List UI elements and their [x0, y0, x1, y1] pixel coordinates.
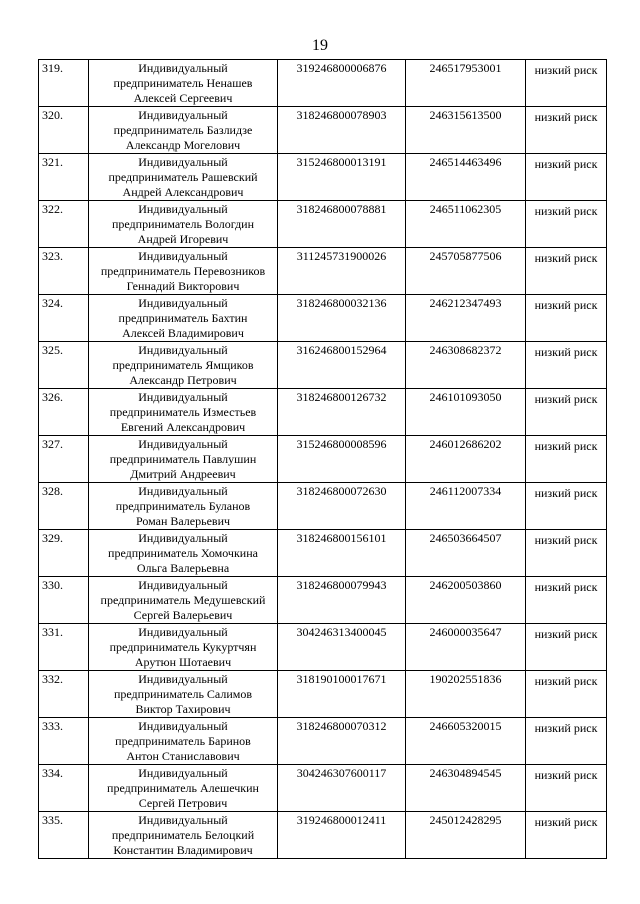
entrepreneur-name-line: Андрей Александрович	[122, 185, 244, 199]
entrepreneur-name-line: предприниматель Белоцкий	[111, 828, 255, 842]
row-number-cell: 323.	[39, 248, 89, 295]
entrepreneur-name-line: Сергей Петрович	[138, 796, 228, 810]
risk-category-cell: низкий риск	[526, 765, 607, 812]
table-row	[39, 154, 607, 201]
row-number-cell: 327.	[39, 436, 89, 483]
entrepreneur-name-line: Ольга Валерьевна	[136, 561, 230, 575]
ogrnip-cell: 318246800126732	[278, 389, 406, 436]
risk-category-cell: низкий риск	[526, 577, 607, 624]
row-number-cell: 334.	[39, 765, 89, 812]
risk-category-cell: низкий риск	[526, 812, 607, 859]
entrepreneur-name-line: предприниматель Хомочкина	[108, 546, 258, 560]
ogrnip-cell: 311245731900026	[278, 248, 406, 295]
entrepreneur-name-line: Индивидуальный	[138, 108, 228, 122]
risk-category-cell: низкий риск	[526, 530, 607, 577]
entrepreneur-name-line: Индивидуальный	[138, 531, 228, 545]
row-number-cell: 333.	[39, 718, 89, 765]
inn-cell: 245012428295	[406, 812, 526, 859]
entrepreneur-name-cell	[89, 436, 278, 483]
row-number-cell: 322.	[39, 201, 89, 248]
table-row	[39, 671, 607, 718]
table-row	[39, 765, 607, 812]
inn-cell: 246200503860	[406, 577, 526, 624]
row-number-cell: 324.	[39, 295, 89, 342]
entrepreneur-name-line: предприниматель Перевозников	[100, 264, 266, 278]
entrepreneur-name-cell	[89, 107, 278, 154]
entrepreneur-name-cell	[89, 248, 278, 295]
row-number-cell: 329.	[39, 530, 89, 577]
row-number-cell: 332.	[39, 671, 89, 718]
ogrnip-cell: 318190100017671	[278, 671, 406, 718]
entrepreneur-name-line: Индивидуальный	[138, 766, 228, 780]
entrepreneur-name-line: предприниматель Бахтин	[118, 311, 248, 325]
entrepreneur-name-line: предприниматель Кукуртчян	[109, 640, 257, 654]
entrepreneur-name-cell	[89, 295, 278, 342]
entrepreneur-name-cell	[89, 154, 278, 201]
entrepreneur-name-line: Александр Могелович	[125, 138, 241, 152]
entrepreneur-name-line: предприниматель Медушевский	[100, 593, 266, 607]
ogrnip-cell: 315246800013191	[278, 154, 406, 201]
inn-cell: 246517953001	[406, 60, 526, 107]
entrepreneur-name-line: предприниматель Рашевский	[108, 170, 258, 184]
row-number-cell: 325.	[39, 342, 89, 389]
entrepreneur-name-line: Индивидуальный	[138, 625, 228, 639]
row-number-cell: 321.	[39, 154, 89, 201]
risk-category-cell: низкий риск	[526, 248, 607, 295]
entrepreneur-name-cell	[89, 483, 278, 530]
risk-category-cell: низкий риск	[526, 624, 607, 671]
table-row	[39, 483, 607, 530]
entrepreneur-name-cell	[89, 671, 278, 718]
inn-cell: 246605320015	[406, 718, 526, 765]
ogrnip-cell: 304246313400045	[278, 624, 406, 671]
risk-category-cell: низкий риск	[526, 154, 607, 201]
inn-cell: 246308682372	[406, 342, 526, 389]
inn-cell: 246315613500	[406, 107, 526, 154]
entrepreneur-name-line: Индивидуальный	[138, 672, 228, 686]
ogrnip-cell: 318246800079943	[278, 577, 406, 624]
risk-category-cell: низкий риск	[526, 436, 607, 483]
risk-category-cell: низкий риск	[526, 60, 607, 107]
table-row	[39, 201, 607, 248]
entrepreneur-name-line: Индивидуальный	[138, 390, 228, 404]
entrepreneur-name-cell	[89, 812, 278, 859]
table-row	[39, 577, 607, 624]
entrepreneur-name-cell	[89, 201, 278, 248]
table-row	[39, 60, 607, 107]
registry-body	[39, 60, 607, 859]
entrepreneur-name-cell	[89, 60, 278, 107]
entrepreneur-name-line: предприниматель Изместьев	[109, 405, 257, 419]
table-row	[39, 812, 607, 859]
ogrnip-cell: 318246800070312	[278, 718, 406, 765]
entrepreneur-name-cell	[89, 765, 278, 812]
entrepreneur-name-line: Виктор Тахирович	[135, 702, 231, 716]
risk-category-cell: низкий риск	[526, 389, 607, 436]
entrepreneur-name-line: предприниматель Ненашев	[113, 76, 253, 90]
inn-cell: 190202551836	[406, 671, 526, 718]
entrepreneur-name-line: Андрей Игоревич	[137, 232, 229, 246]
entrepreneur-name-line: предприниматель Салимов	[113, 687, 253, 701]
risk-category-cell: низкий риск	[526, 718, 607, 765]
entrepreneur-name-line: Индивидуальный	[138, 61, 228, 75]
inn-cell: 246012686202	[406, 436, 526, 483]
entrepreneur-name-line: Геннадий Викторович	[126, 279, 240, 293]
inn-cell: 246000035647	[406, 624, 526, 671]
entrepreneur-name-line: предприниматель Вологдин	[111, 217, 255, 231]
risk-category-cell: низкий риск	[526, 201, 607, 248]
entrepreneur-name-line: Роман Валерьевич	[135, 514, 231, 528]
inn-cell: 246212347493	[406, 295, 526, 342]
inn-cell: 246514463496	[406, 154, 526, 201]
entrepreneur-name-cell	[89, 624, 278, 671]
entrepreneur-name-line: предприниматель Павлушин	[109, 452, 257, 466]
table-row	[39, 107, 607, 154]
entrepreneur-name-line: Индивидуальный	[138, 296, 228, 310]
entrepreneur-name-line: Александр Петрович	[129, 373, 237, 387]
entrepreneur-name-line: Индивидуальный	[138, 343, 228, 357]
inn-cell: 246101093050	[406, 389, 526, 436]
entrepreneur-name-line: Индивидуальный	[138, 719, 228, 733]
page-number: 19	[312, 37, 328, 54]
risk-category-cell: низкий риск	[526, 342, 607, 389]
ogrnip-cell: 316246800152964	[278, 342, 406, 389]
inn-cell: 246112007334	[406, 483, 526, 530]
risk-category-cell: низкий риск	[526, 295, 607, 342]
ogrnip-cell: 318246800078903	[278, 107, 406, 154]
entrepreneur-name-line: Индивидуальный	[138, 484, 228, 498]
ogrnip-cell: 315246800008596	[278, 436, 406, 483]
inn-cell: 246503664507	[406, 530, 526, 577]
ogrnip-cell: 318246800032136	[278, 295, 406, 342]
risk-category-cell: низкий риск	[526, 483, 607, 530]
entrepreneur-name-line: Индивидуальный	[138, 437, 228, 451]
entrepreneur-name-line: Антон Станиславович	[126, 749, 240, 763]
entrepreneur-name-line: предприниматель Базлидзе	[113, 123, 253, 137]
row-number-cell: 328.	[39, 483, 89, 530]
ogrnip-cell: 304246307600117	[278, 765, 406, 812]
entrepreneur-name-line: Дмитрий Андреевич	[130, 467, 236, 481]
entrepreneur-name-line: Индивидуальный	[138, 202, 228, 216]
entrepreneur-name-line: Евгений Александрович	[120, 420, 246, 434]
entrepreneur-name-line: предприниматель Баринов	[115, 734, 251, 748]
entrepreneur-name-line: предприниматель Алешечкин	[107, 781, 259, 795]
row-number-cell: 335.	[39, 812, 89, 859]
entrepreneur-name-cell	[89, 389, 278, 436]
table-row	[39, 530, 607, 577]
entrepreneur-registry-table	[38, 59, 607, 859]
entrepreneur-name-cell	[89, 342, 278, 389]
table-row	[39, 295, 607, 342]
table-row	[39, 248, 607, 295]
table-row	[39, 342, 607, 389]
risk-category-cell: низкий риск	[526, 107, 607, 154]
entrepreneur-name-line: Индивидуальный	[138, 578, 228, 592]
ogrnip-cell: 319246800012411	[278, 812, 406, 859]
ogrnip-cell: 318246800156101	[278, 530, 406, 577]
inn-cell: 246511062305	[406, 201, 526, 248]
entrepreneur-name-line: предприниматель Ямщиков	[112, 358, 254, 372]
table-row	[39, 436, 607, 483]
row-number-cell: 319.	[39, 60, 89, 107]
entrepreneur-name-line: Индивидуальный	[138, 249, 228, 263]
entrepreneur-name-cell	[89, 530, 278, 577]
entrepreneur-name-line: Арутюн Шотаевич	[134, 655, 232, 669]
table-row	[39, 389, 607, 436]
ogrnip-cell: 319246800006876	[278, 60, 406, 107]
row-number-cell: 320.	[39, 107, 89, 154]
row-number-cell: 331.	[39, 624, 89, 671]
entrepreneur-name-line: Алексей Сергеевич	[133, 91, 233, 105]
ogrnip-cell: 318246800072630	[278, 483, 406, 530]
row-number-cell: 326.	[39, 389, 89, 436]
risk-category-cell: низкий риск	[526, 671, 607, 718]
entrepreneur-name-cell	[89, 577, 278, 624]
entrepreneur-name-line: предприниматель Буланов	[115, 499, 251, 513]
entrepreneur-name-line: Константин Владимирович	[113, 843, 253, 857]
entrepreneur-name-line: Индивидуальный	[138, 813, 228, 827]
row-number-cell: 330.	[39, 577, 89, 624]
entrepreneur-name-line: Алексей Владимирович	[122, 326, 244, 340]
inn-cell: 245705877506	[406, 248, 526, 295]
inn-cell: 246304894545	[406, 765, 526, 812]
ogrnip-cell: 318246800078881	[278, 201, 406, 248]
entrepreneur-name-line: Сергей Валерьевич	[133, 608, 233, 622]
table-row	[39, 624, 607, 671]
table-row	[39, 718, 607, 765]
entrepreneur-name-line: Индивидуальный	[138, 155, 228, 169]
entrepreneur-name-cell	[89, 718, 278, 765]
